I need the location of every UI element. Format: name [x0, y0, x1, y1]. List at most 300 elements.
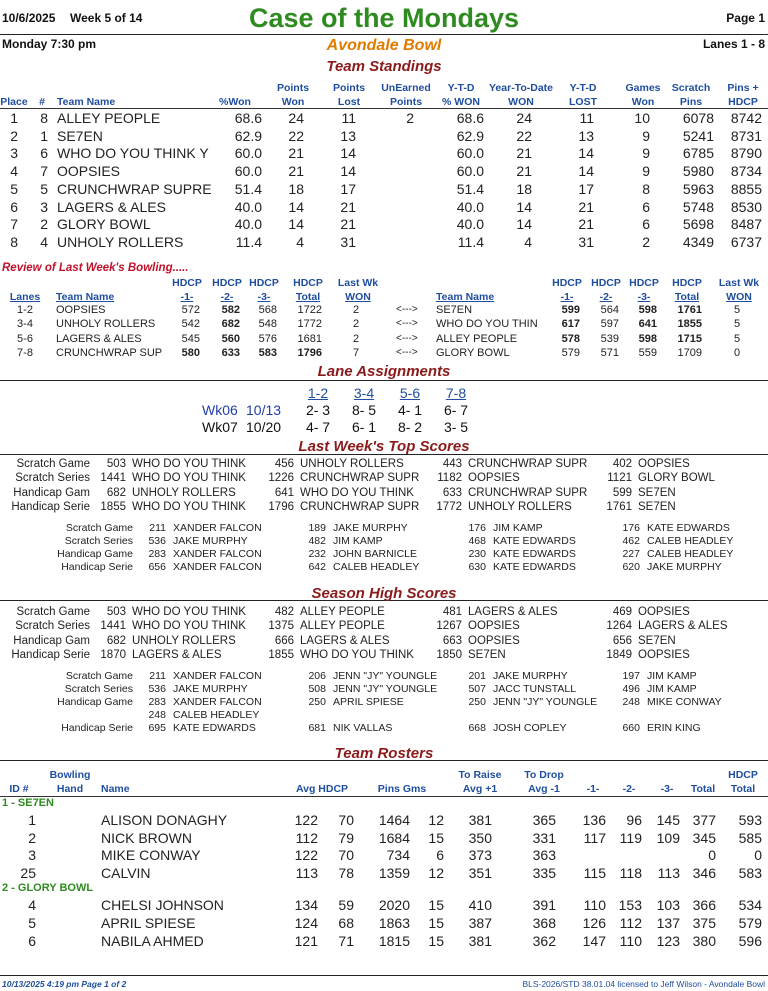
review-score-right: 598	[638, 332, 657, 345]
review-score-right: 5	[733, 304, 741, 316]
review-vs: <--->	[396, 346, 418, 358]
roster-cell: 380	[692, 932, 716, 949]
roster-cell: 112	[619, 915, 642, 931]
standings-title: Team Standings	[326, 58, 442, 75]
review-score-left: 682	[221, 318, 240, 331]
score-bowler: NIK VALLAS	[333, 721, 393, 734]
review-score-left: 2	[352, 318, 360, 331]
report-date: 10/6/2025	[2, 11, 56, 25]
standings-cell: 51.4	[234, 180, 262, 197]
standings-cell: 11.4	[235, 233, 262, 250]
score-value: 443	[442, 458, 462, 470]
standings-cell: 5980	[682, 163, 714, 180]
score-value: 503	[106, 458, 126, 470]
roster-cell: 118	[619, 864, 642, 881]
review-score-left: 580	[181, 346, 200, 359]
roster-cell: 119	[619, 829, 642, 846]
standings-cell: 5963	[682, 180, 714, 197]
review-score-left: 583	[258, 346, 277, 359]
roster-cell: 110	[619, 932, 642, 949]
standings-cell: 11	[579, 110, 594, 126]
score-bowler: CALEB HEADLEY	[333, 560, 420, 573]
score-team: OOPSIES	[468, 634, 520, 647]
score-value: 663	[442, 634, 462, 647]
standings-cell: CRUNCHWRAP SUPRE	[57, 180, 212, 197]
roster-cell: MIKE CONWAY	[101, 847, 201, 864]
score-category: Handicap Serie	[61, 560, 133, 573]
score-bowler: JIM KAMP	[647, 682, 697, 695]
standings-cell: 2	[10, 127, 18, 144]
score-team: LAGERS & ALES	[132, 648, 222, 661]
score-bowler: JAKE MURPHY	[173, 534, 248, 547]
standings-cell: 18	[288, 180, 304, 197]
review-score-right: 5	[733, 318, 741, 331]
standings-cell: 22	[516, 127, 532, 144]
standings-cell: 24	[288, 110, 304, 126]
review-score-right: 1761	[677, 304, 702, 316]
lane-week: Wk07	[202, 419, 238, 435]
roster-cell: 1863	[378, 915, 410, 931]
score-value: 642	[308, 560, 326, 573]
score-team: OOPSIES	[638, 606, 690, 618]
standings-cell: 24	[516, 110, 532, 126]
roster-cell: 387	[468, 915, 492, 931]
score-value: 456	[274, 458, 294, 470]
lane-pair-head: 5-6	[399, 385, 421, 401]
score-bowler: JOSH COPLEY	[493, 721, 567, 734]
standings-row	[0, 216, 768, 234]
score-bowler: JAKE MURPHY	[647, 560, 722, 573]
score-value: 681	[308, 721, 326, 734]
score-team: SE7EN	[638, 634, 676, 647]
standings-cell: 60.0	[456, 163, 484, 180]
score-bowler: JACC TUNSTALL	[493, 682, 577, 695]
standings-cell: 62.9	[234, 127, 262, 144]
roster-cell: 96	[626, 812, 642, 828]
score-team: SE7EN	[468, 648, 506, 661]
roster-cell: 366	[692, 897, 716, 914]
score-value: 656	[148, 560, 166, 573]
score-bowler: CALEB HEADLEY	[173, 708, 260, 721]
standings-cell: 40.0	[234, 216, 262, 233]
review-vs: <--->	[396, 318, 418, 330]
score-category: Scratch Game	[16, 458, 90, 470]
roster-row	[0, 897, 768, 914]
roster-row	[0, 812, 768, 829]
roster-cell: 123	[656, 932, 680, 949]
standings-cell: 9	[642, 163, 650, 180]
standings-cell: 14	[578, 145, 594, 162]
score-value: 1796	[268, 500, 294, 513]
review-score-right: 0	[733, 346, 741, 359]
standings-cell: 14	[578, 163, 594, 180]
standings-cell: 5	[40, 180, 48, 197]
score-team: WHO DO YOU THINK	[300, 486, 414, 499]
roster-cell: 103	[656, 897, 680, 914]
review-lanes: 5-6	[17, 332, 33, 345]
standings-cell: 22	[288, 127, 304, 144]
standings-cell: 5748	[682, 198, 714, 215]
review-team-right: WHO DO YOU THIN	[436, 318, 538, 331]
standings-cell: 21	[578, 198, 594, 215]
roster-cell: 0	[754, 847, 762, 864]
score-team: LAGERS & ALES	[300, 634, 390, 647]
roster-row	[0, 915, 768, 932]
roster-cell: 331	[532, 829, 556, 846]
roster-cell: 0	[708, 847, 716, 864]
lane-pair-head: 1-2	[307, 385, 329, 401]
score-value: 1182	[437, 472, 462, 485]
lane-matchup: 2- 3	[305, 402, 331, 418]
rosters-title: Team Rosters	[334, 745, 434, 762]
standings-row	[0, 163, 768, 181]
standings-cell: 4349	[682, 233, 714, 250]
roster-cell: 391	[532, 897, 556, 914]
lane-matchup: 6- 1	[351, 419, 377, 435]
roster-cell: 351	[468, 864, 492, 881]
roster-cell: 362	[532, 932, 556, 949]
roster-cell: 122	[294, 847, 318, 864]
standings-cell: 40.0	[456, 216, 484, 233]
score-bowler: KATE EDWARDS	[493, 547, 576, 560]
score-value: 641	[274, 486, 294, 499]
score-team: WHO DO YOU THINK	[132, 606, 246, 618]
score-bowler: XANDER FALCON	[173, 560, 262, 573]
review-score-left: 1681	[297, 332, 322, 345]
roster-cell: 68	[338, 915, 354, 931]
score-value: 481	[442, 606, 462, 618]
score-bowler: MIKE CONWAY	[647, 695, 722, 708]
roster-cell: 112	[295, 829, 318, 846]
standings-cell: 40.0	[234, 198, 262, 215]
score-category: Handicap Serie	[61, 721, 133, 734]
score-value: 1267	[436, 620, 462, 633]
lane-pair-head: 3-4	[353, 385, 375, 401]
footer-print-info: 10/13/2025 4:19 pm Page 1 of 2	[2, 979, 127, 989]
score-value: 1121	[607, 472, 632, 485]
roster-cell: 583	[738, 864, 762, 881]
roster-cell: 15	[428, 932, 444, 949]
standings-cell: LAGERS & ALES	[57, 198, 166, 215]
score-value: 283	[148, 547, 166, 560]
roster-cell: 136	[582, 812, 606, 828]
score-bowler: JAKE MURPHY	[173, 682, 248, 695]
roster-cell: 124	[294, 915, 318, 931]
roster-cell: 6	[436, 847, 444, 864]
roster-cell: 373	[468, 847, 492, 864]
roster-cell: 70	[338, 812, 354, 828]
roster-cell: 121	[294, 932, 318, 949]
roster-cell: 596	[738, 932, 762, 949]
score-value: 1849	[606, 648, 632, 661]
score-team: CRUNCHWRAP SUPR	[300, 500, 420, 513]
score-team: CRUNCHWRAP SUPR	[468, 458, 588, 470]
score-value: 482	[274, 606, 294, 618]
standings-cell: 5241	[682, 127, 714, 144]
lanes-range: Lanes 1 - 8	[702, 37, 765, 51]
standings-cell: 3	[10, 145, 18, 162]
roster-cell: 71	[338, 932, 354, 949]
review-score-left: 545	[181, 332, 200, 345]
standings-cell: 8790	[730, 145, 762, 162]
standings-cell: 51.4	[456, 180, 484, 197]
standings-cell: 21	[516, 163, 532, 180]
roster-cell: 368	[532, 915, 556, 931]
score-category: Handicap Gam	[13, 634, 90, 647]
roster-cell: 78	[338, 864, 354, 881]
standings-cell: 8	[40, 110, 48, 126]
score-bowler: KATE EDWARDS	[647, 522, 730, 534]
review-score-right: 1855	[677, 318, 702, 331]
score-team: ALLEY PEOPLE	[300, 620, 385, 633]
score-category: Scratch Game	[65, 522, 133, 534]
score-team: OOPSIES	[468, 620, 520, 633]
standings-cell: 1	[10, 110, 18, 126]
standings-cell: 4	[40, 233, 48, 250]
score-team: CRUNCHWRAP SUPR	[468, 486, 588, 499]
review-score-right: 598	[638, 304, 657, 316]
roster-cell: 25	[20, 864, 36, 881]
score-bowler: ERIN KING	[647, 721, 701, 734]
roster-cell: 365	[532, 812, 556, 828]
standings-cell: 2	[406, 110, 414, 126]
review-score-right: 1709	[677, 346, 702, 359]
score-team: WHO DO YOU THINK	[132, 620, 246, 633]
score-value: 482	[308, 534, 326, 547]
score-team: WHO DO YOU THINK	[300, 648, 414, 661]
standings-cell: 8530	[730, 198, 762, 215]
roster-cell: NICK BROWN	[101, 829, 192, 846]
review-lanes: 7-8	[17, 346, 33, 359]
standings-row	[0, 110, 768, 128]
review-team-right: ALLEY PEOPLE	[436, 332, 518, 345]
top-scores-title: Last Week's Top Scores	[298, 438, 470, 455]
roster-cell: 59	[338, 897, 354, 914]
score-bowler: JIM KAMP	[493, 522, 543, 534]
review-score-right: 579	[561, 346, 580, 359]
standings-cell: 17	[578, 180, 594, 197]
score-value: 630	[468, 560, 486, 573]
standings-cell: 6	[40, 145, 48, 162]
lane-matchup: 6- 7	[443, 402, 469, 418]
standings-cell: 7	[10, 216, 18, 233]
roster-cell: 122	[294, 812, 318, 828]
roster-cell: 4	[28, 897, 36, 914]
standings-cell: ALLEY PEOPLE	[57, 110, 161, 126]
roster-cell: 145	[656, 812, 680, 828]
standings-cell: 13	[340, 127, 356, 144]
standings-cell: 2	[642, 233, 650, 250]
roster-cell: 109	[656, 829, 680, 846]
score-value: 230	[468, 547, 486, 560]
review-score-left: 2	[352, 304, 360, 316]
standings-row	[0, 128, 768, 146]
standings-cell: 13	[578, 127, 594, 144]
roster-cell: 350	[468, 829, 492, 846]
standings-cell: 3	[40, 198, 48, 215]
score-value: 620	[622, 560, 640, 573]
roster-row	[0, 847, 768, 864]
standings-cell: UNHOLY ROLLERS	[57, 233, 184, 250]
review-score-right: 617	[561, 318, 580, 331]
score-value: 176	[622, 522, 640, 534]
roster-cell: 79	[338, 829, 354, 846]
score-bowler: JENN "JY" YOUNGLE	[333, 682, 438, 695]
score-team: CRUNCHWRAP SUPR	[300, 472, 420, 485]
standings-row	[0, 145, 768, 163]
standings-cell: 21	[340, 198, 356, 215]
standings-cell: 18	[516, 180, 532, 197]
score-value: 666	[274, 634, 294, 647]
roster-team-name: 1 - SE7EN	[2, 797, 54, 809]
roster-cell: 1464	[378, 812, 410, 828]
roster-cell: 113	[295, 864, 318, 881]
score-team: OOPSIES	[638, 648, 690, 661]
score-category: Handicap Game	[57, 547, 133, 560]
score-value: 201	[468, 670, 486, 682]
score-team: WHO DO YOU THINK	[132, 500, 246, 513]
standings-cell: 5	[10, 180, 18, 197]
review-team-left: OOPSIES	[56, 304, 106, 316]
lane-matchup: 4- 7	[305, 419, 331, 435]
standings-cell: 10	[634, 110, 650, 126]
score-value: 1264	[606, 620, 632, 633]
review-team-left: UNHOLY ROLLERS	[56, 318, 156, 331]
roster-cell: 117	[583, 829, 606, 846]
standings-cell: 11.4	[457, 233, 484, 250]
score-bowler: KATE EDWARDS	[493, 560, 576, 573]
roster-cell: 15	[428, 915, 444, 931]
roster-cell: 377	[692, 812, 716, 828]
score-value: 1441	[100, 472, 126, 485]
score-team: UNHOLY ROLLERS	[132, 486, 236, 499]
review-team-right: GLORY BOWL	[436, 346, 510, 359]
standings-cell: 6737	[730, 233, 762, 250]
review-score-left: 576	[258, 332, 277, 345]
score-team: OOPSIES	[638, 458, 690, 470]
roster-cell: 1359	[378, 864, 410, 881]
score-value: 682	[106, 486, 126, 499]
league-title: Case of the Mondays	[248, 3, 520, 33]
review-score-left: 633	[221, 346, 240, 359]
review-team-right: SE7EN	[436, 304, 473, 316]
standings-cell: 8734	[730, 163, 762, 180]
score-value: 633	[442, 486, 462, 499]
score-value: 189	[308, 522, 326, 534]
season-high-title: Season High Scores	[311, 585, 457, 602]
standings-cell: 14	[340, 163, 356, 180]
score-team: UNHOLY ROLLERS	[132, 634, 236, 647]
standings-row	[0, 181, 768, 199]
score-value: 469	[612, 606, 632, 618]
score-bowler: XANDER FALCON	[173, 695, 262, 708]
standings-cell: 4	[296, 233, 304, 250]
standings-cell: 9	[642, 145, 650, 162]
score-value: 250	[468, 695, 486, 708]
standings-cell: 6	[642, 198, 650, 215]
standings-cell: 8855	[730, 180, 762, 197]
roster-cell: ALISON DONAGHY	[101, 812, 228, 828]
standings-cell: 6785	[682, 145, 714, 162]
review-score-right: 564	[600, 304, 619, 316]
review-score-left: 582	[221, 304, 240, 316]
roster-cell: 335	[532, 864, 556, 881]
review-score-left: 7	[352, 346, 360, 359]
score-team: ALLEY PEOPLE	[300, 606, 385, 618]
score-value: 1850	[436, 648, 462, 661]
standings-cell: 8	[642, 180, 650, 197]
roster-cell: 579	[738, 915, 762, 931]
roster-cell: 734	[386, 847, 410, 864]
score-value: 507	[468, 682, 486, 695]
score-bowler: JAKE MURPHY	[333, 522, 408, 534]
standings-cell: 31	[578, 233, 594, 250]
standings-cell: 21	[340, 216, 356, 233]
roster-cell: 1	[28, 812, 36, 828]
review-title: Review of Last Week's Bowling.....	[2, 262, 189, 274]
standings-cell: 21	[578, 216, 594, 233]
roster-cell: 12	[428, 812, 444, 828]
standings-cell: 14	[288, 216, 304, 233]
score-value: 250	[308, 695, 326, 708]
lanes-title: Lane Assignments	[317, 363, 451, 380]
standings-cell: 21	[516, 145, 532, 162]
score-bowler: XANDER FALCON	[173, 522, 262, 534]
score-bowler: JIM KAMP	[647, 670, 697, 682]
standings-cell: 8	[10, 233, 18, 250]
review-row	[0, 333, 768, 347]
lane-date: 10/20	[246, 419, 282, 435]
lane-week: Wk06	[202, 402, 238, 418]
lane-matchup: 8- 5	[351, 402, 377, 418]
score-value: 1761	[606, 500, 632, 513]
score-value: 283	[148, 695, 166, 708]
standings-cell: 14	[288, 198, 304, 215]
score-value: 1226	[268, 472, 294, 485]
score-value: 1855	[100, 500, 126, 513]
review-score-right: 641	[638, 318, 657, 331]
standings-cell: GLORY BOWL	[57, 216, 151, 233]
review-lanes: 3-4	[17, 318, 33, 331]
score-value: 660	[622, 721, 640, 734]
standings-cell: SE7EN	[57, 127, 103, 144]
review-lanes: 1-2	[17, 304, 33, 316]
roster-cell: 6	[28, 932, 36, 949]
roster-cell: 134	[294, 897, 318, 914]
standings-cell: 6078	[682, 110, 714, 126]
lane-matchup: 8- 2	[397, 419, 423, 435]
score-value: 232	[308, 547, 326, 560]
standings-cell: 31	[340, 233, 356, 250]
review-score-left: 542	[181, 318, 200, 331]
roster-cell: 126	[582, 915, 606, 931]
review-score-left: 1772	[297, 318, 322, 331]
score-team: WHO DO YOU THINK	[132, 458, 246, 470]
score-value: 682	[106, 634, 126, 647]
roster-cell: 2020	[378, 897, 410, 914]
score-value: 248	[148, 708, 166, 721]
roster-cell: 381	[468, 932, 492, 949]
review-vs: <--->	[396, 332, 418, 344]
roster-cell: 1815	[378, 932, 410, 949]
standings-cell: 5698	[682, 216, 714, 233]
roster-cell: 363	[532, 847, 556, 864]
standings-row	[0, 234, 768, 252]
roster-cell: 1684	[378, 829, 410, 846]
standings-cell: 40.0	[456, 198, 484, 215]
score-value: 227	[622, 547, 640, 560]
score-bowler: JAKE MURPHY	[493, 670, 568, 682]
